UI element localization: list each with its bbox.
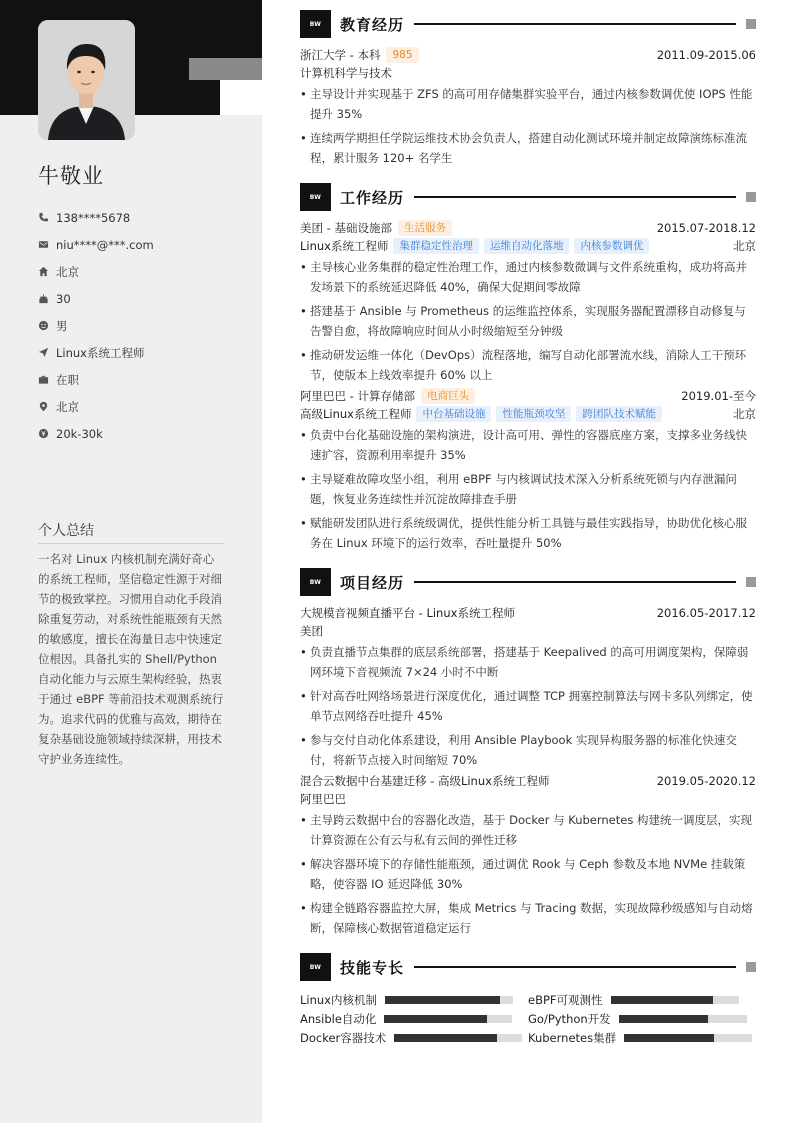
info-text: niu****@***.com <box>56 237 154 252</box>
skill-row <box>300 1009 756 1028</box>
section-square <box>746 577 756 587</box>
skill-item <box>528 992 756 1008</box>
skill-bar-fill <box>619 1015 709 1023</box>
project-bullets <box>300 810 756 938</box>
candidate-name: 牛敬业 <box>38 164 104 188</box>
info-text: 30 <box>56 291 71 306</box>
bullet-item: • 构建全链路容器监控大屏，集成 Metrics 与 Tracing 数据，实现故障秒级感知与自动熔断，保障核心数据管道稳定运行 <box>300 898 756 938</box>
skill-name: Ansible自动化 <box>300 1011 377 1026</box>
company-tag: 生活服务 <box>398 220 452 236</box>
bullet-item: • 参与交付自动化体系建设，利用 Ansible Playbook 实现异构服务器的标准化快速交付，将新节点接入时间缩短 70% <box>300 730 756 770</box>
briefcase-icon <box>38 374 56 385</box>
skill-bar <box>611 996 739 1004</box>
section-square <box>746 19 756 29</box>
education-major-row <box>300 64 756 82</box>
section-header-skills <box>300 953 756 981</box>
project-period: 2019.05-2020.12 <box>656 774 756 788</box>
summary-title: 个人总结 <box>38 520 224 544</box>
bullet-item: • 针对高吞吐网络场景进行深度优化，通过调整 TCP 拥塞控制算法与网卡多队列绑定，使单节点网络吞吐提升 45% <box>300 686 756 726</box>
skill-tag: 中台基础设施 <box>416 406 491 422</box>
info-text: Linux系统工程师 <box>56 345 145 360</box>
info-item-phone <box>38 204 154 231</box>
company-name: 阿里巴巴 - 计算存储部 <box>300 389 415 403</box>
work-city: 北京 <box>733 239 756 253</box>
section-header-education <box>300 10 756 38</box>
job-role: 高级Linux系统工程师 <box>300 407 412 421</box>
bullet-item: • 主导设计并实现基于 ZFS 的高可用存储集群实验平台，通过内核参数调优使 IOPS 性能提升 35% <box>300 84 756 124</box>
skill-name: Go/Python开发 <box>528 1011 611 1026</box>
work-role-row <box>300 237 756 255</box>
skill-item <box>528 1011 756 1027</box>
work-header-row <box>300 387 756 405</box>
project-company: 阿里巴巴 <box>300 792 346 806</box>
bullet-item: • 连续两学期担任学院运维技术协会负责人，搭建自动化测试环境并制定故障演练标准流程，累计服务 120+ 名学生 <box>300 128 756 168</box>
work-bullets <box>300 257 756 385</box>
section-square <box>746 192 756 202</box>
info-item-salary <box>38 420 154 447</box>
home-icon <box>38 266 56 277</box>
skill-tag: 内核参数调优 <box>574 238 649 254</box>
contact-info-list <box>38 204 154 447</box>
section-header-projects <box>300 568 756 596</box>
school-name: 浙江大学 - 本科 <box>300 48 381 62</box>
bw-badge: BW <box>300 568 331 596</box>
major-name: 计算机科学与技术 <box>300 66 392 80</box>
bw-badge: BW <box>300 953 331 981</box>
bullet-item: • 负责直播节点集群的底层系统部署，搭建基于 Keepalived 的高可用调度架构，保障弱网环境下音视频流 7×24 小时不中断 <box>300 642 756 682</box>
skill-name: Docker容器技术 <box>300 1030 387 1045</box>
project-bullets <box>300 642 756 770</box>
info-text: 在职 <box>56 372 79 387</box>
section-divider <box>414 966 736 968</box>
work-role-row <box>300 405 756 423</box>
skill-name: eBPF可观测性 <box>528 992 603 1007</box>
salary-icon <box>38 428 56 439</box>
skill-tag: 跨团队技术赋能 <box>576 406 662 422</box>
skill-bar-fill <box>384 1015 486 1023</box>
mail-icon <box>38 239 56 250</box>
location-icon <box>38 401 56 412</box>
skill-row <box>300 990 756 1009</box>
bullet-item: • 主导疑难故障攻坚小组，利用 eBPF 与内核调试技术深入分析系统死锁与内存泄漏问题，恢复业务连续性并沉淀故障排查手册 <box>300 469 756 509</box>
section-divider <box>414 23 736 25</box>
info-item-position <box>38 339 154 366</box>
skill-item <box>300 1030 528 1046</box>
project-header-row <box>300 772 756 790</box>
work-header-row <box>300 219 756 237</box>
job-role: Linux系统工程师 <box>300 239 389 253</box>
phone-icon <box>38 212 56 223</box>
info-item-gender <box>38 312 154 339</box>
project-period: 2016.05-2017.12 <box>656 606 756 620</box>
work-bullets <box>300 425 756 553</box>
project-entry-hybrid-cloud <box>300 772 756 942</box>
skill-name: Linux内核机制 <box>300 992 377 1007</box>
skill-bar-fill <box>385 996 500 1004</box>
sidebar-accent-white <box>220 80 262 115</box>
school-tag: 985 <box>386 47 418 63</box>
project-company-row <box>300 790 756 808</box>
skill-bar-fill <box>611 996 713 1004</box>
bw-badge: BW <box>300 10 331 38</box>
skill-bar <box>394 1034 522 1042</box>
project-header-row <box>300 604 756 622</box>
work-period: 2019.01-至今 <box>681 389 756 403</box>
bullet-item: • 主导跨云数据中台的容器化改造，基于 Docker 与 Kubernetes 构建统一调度层，实现计算资源在公有云与私有云间的弹性迁移 <box>300 810 756 850</box>
section-square <box>746 962 756 972</box>
skill-tag: 集群稳定性治理 <box>393 238 479 254</box>
gender-icon <box>38 320 56 331</box>
bullet-item: • 推动研发运维一体化（DevOps）流程落地，编写自动化部署流水线，消除人工干预环节，使版本上线效率提升 60% 以上 <box>300 345 756 385</box>
skill-bar <box>385 996 513 1004</box>
info-text: 北京 <box>56 264 79 279</box>
skill-bar-fill <box>394 1034 496 1042</box>
sidebar-accent-bar <box>189 58 262 80</box>
bullet-item: • 解决容器环境下的存储性能瓶颈，通过调优 Rook 与 Ceph 参数及本地 NVMe 挂载策略，使容器 IO 延迟降低 30% <box>300 854 756 894</box>
avatar <box>38 20 135 140</box>
info-item-target-city <box>38 393 154 420</box>
skills-list <box>300 990 756 1047</box>
skill-bar-fill <box>624 1034 714 1042</box>
info-text: 男 <box>56 318 68 333</box>
education-header-row <box>300 46 756 64</box>
section-title: 教育经历 <box>340 15 405 34</box>
project-title: 大规模音视频直播平台 - Linux系统工程师 <box>300 606 515 620</box>
bullet-item: • 主导核心业务集群的稳定性治理工作，通过内核参数微调与文件系统重构，成功将高并发场景下的系统延迟降低 40%，确保大促期间零故障 <box>300 257 756 297</box>
info-item-age <box>38 285 154 312</box>
bw-badge: BW <box>300 183 331 211</box>
education-entry <box>300 46 756 172</box>
summary-text: 一名对 Linux 内核机制充满好奇心的系统工程师，坚信稳定性源于对细节的极致掌控。习惯用自动化手段消除重复劳动，对系统性能瓶颈有天然的敏感度，擅长在海量日志中快速定位根因。具备扎实的 Shell/Python 自动化能力与云原生架构经验，热衷于通过 eBPF 等前沿技术观测系统行为。追求代码的优雅与高效，期待在复杂基础设施领域持续深耕，用技术守护业务连续性。 <box>38 552 224 766</box>
section-title: 工作经历 <box>340 188 405 207</box>
skill-item <box>528 1030 756 1046</box>
education-period: 2011.09-2015.06 <box>656 48 756 62</box>
project-title: 混合云数据中台基建迁移 - 高级Linux系统工程师 <box>300 774 550 788</box>
project-entry-live-streaming <box>300 604 756 774</box>
work-period: 2015.07-2018.12 <box>656 221 756 235</box>
skill-bar <box>619 1015 747 1023</box>
sidebar <box>0 0 262 1123</box>
skill-tag: 运维自动化落地 <box>484 238 570 254</box>
section-divider <box>414 196 736 198</box>
avatar-portrait <box>38 20 135 140</box>
work-entry-meituan <box>300 219 756 389</box>
cake-icon <box>38 293 56 304</box>
skill-row <box>300 1028 756 1047</box>
skill-bar <box>384 1015 512 1023</box>
bullet-item: • 赋能研发团队进行系统级调优，提供性能分析工具链与最佳实践指导，协助优化核心服务在 Linux 环境下的运行效率，吞吐量提升 50% <box>300 513 756 553</box>
info-text: 138****5678 <box>56 210 131 225</box>
section-header-work <box>300 183 756 211</box>
company-name: 美团 - 基础设施部 <box>300 221 392 235</box>
education-bullets <box>300 84 756 168</box>
project-company-row <box>300 622 756 640</box>
project-company: 美团 <box>300 624 323 638</box>
section-title: 技能专长 <box>340 958 405 977</box>
company-tag: 电商巨头 <box>421 388 475 404</box>
bullet-item: • 负责中台化基础设施的架构演进，设计高可用、弹性的容器底座方案，支撑多业务线快速扩容，资源利用率提升 35% <box>300 425 756 465</box>
info-item-residence <box>38 258 154 285</box>
section-divider <box>414 581 736 583</box>
send-icon <box>38 347 56 358</box>
skill-item <box>300 992 528 1008</box>
section-title: 项目经历 <box>340 573 405 592</box>
work-entry-alibaba <box>300 387 756 557</box>
skill-bar <box>624 1034 752 1042</box>
info-item-status <box>38 366 154 393</box>
info-text: 北京 <box>56 399 79 414</box>
bullet-item: • 搭建基于 Ansible 与 Prometheus 的运维监控体系，实现服务器配置漂移自动修复与告警自愈，将故障响应时间从小时级缩短至分钟级 <box>300 301 756 341</box>
info-item-email <box>38 231 154 258</box>
skill-item <box>300 1011 528 1027</box>
info-text: 20k-30k <box>56 426 103 441</box>
skill-name: Kubernetes集群 <box>528 1030 617 1045</box>
skill-tag: 性能瓶颈攻坚 <box>496 406 571 422</box>
work-city: 北京 <box>733 407 756 421</box>
